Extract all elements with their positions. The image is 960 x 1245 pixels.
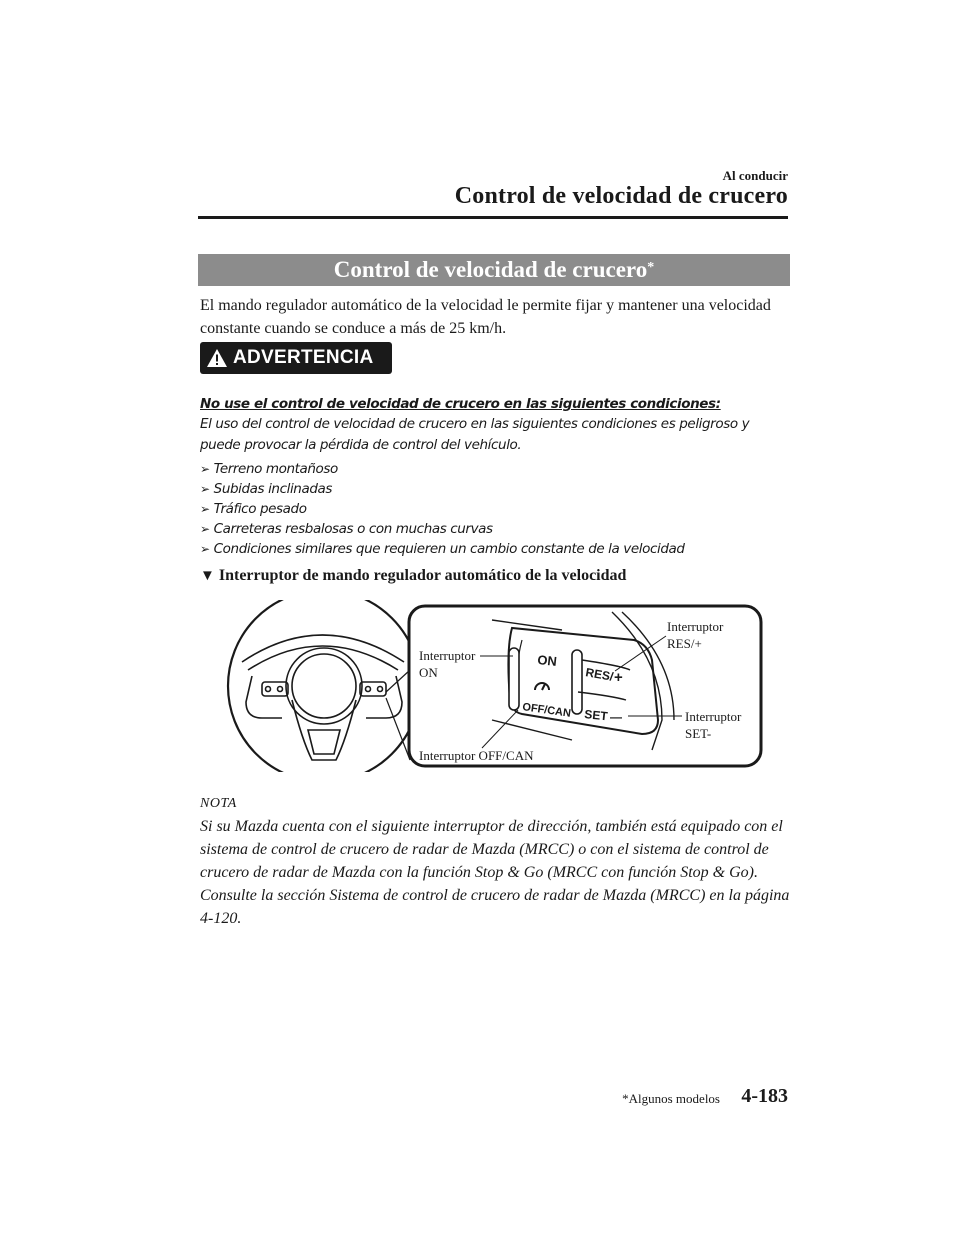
subsection-title: Interruptor de mando regulador automático de la velocidad <box>218 567 627 584</box>
set-button-text: SET <box>583 707 609 724</box>
note-label: NOTA <box>200 796 237 811</box>
cruise-switch-illustration <box>222 600 767 772</box>
section-title-band <box>198 254 790 286</box>
res-plus-text: + <box>614 669 623 686</box>
set-minus-text: — <box>610 710 622 724</box>
list-item: ➢ Carreteras resbalosas o con muchas curvas <box>200 519 790 539</box>
list-item: ➢ Tráfico pesado <box>200 499 790 519</box>
page-number: 4-183 <box>741 1085 788 1107</box>
callout-on-line1: Interruptor <box>419 648 476 663</box>
arrow-bullet-icon: ➢ <box>200 521 210 536</box>
section-title: Control de velocidad de crucero <box>333 257 648 282</box>
warning-heading: No use el control de velocidad de crucero en las siguientes condiciones: <box>200 396 721 412</box>
arrow-bullet-icon: ➢ <box>200 481 210 496</box>
offcan-button-text: OFF/CAN <box>521 701 572 720</box>
warning-conditions-list <box>200 459 790 559</box>
warning-body: El uso del control de velocidad de crucero en las siguientes condiciones es peligroso y puede provocar la pérdida de control del vehículo. <box>200 416 750 453</box>
warning-triangle-icon <box>206 348 228 368</box>
arrow-bullet-icon: ➢ <box>200 541 210 556</box>
callout-set-line1: Interruptor <box>685 709 742 724</box>
callout-res-line1: Interruptor <box>667 619 724 634</box>
header-rule <box>198 216 788 219</box>
list-item: ➢ Condiciones similares que requieren un cambio constante de la velocidad <box>200 539 790 559</box>
list-item: ➢ Terreno montañoso <box>200 459 790 479</box>
list-item: ➢ Subidas inclinadas <box>200 479 790 499</box>
callout-offcan: Interruptor OFF/CAN <box>419 748 534 763</box>
warning-label: ADVERTENCIA <box>233 347 374 368</box>
res-button-text: RES/ <box>584 665 615 684</box>
callout-set-line2: SET- <box>685 726 712 741</box>
arrow-bullet-icon: ➢ <box>200 501 210 516</box>
down-triangle-icon: ▼ <box>200 568 215 584</box>
callout-on-line2: ON <box>419 665 438 680</box>
note-body: Si su Mazda cuenta con el siguiente interruptor de dirección, también está equipado con el sistema de control de crucero de radar de Mazda (MRCC) o con el sistema de control de crucero de radar de Mazda con la función Stop & Go (MRCC con función Stop & Go). Consulte la sección Sistema de control de crucero de radar de Mazda (MRCC) en la página 4-120. <box>200 818 790 927</box>
arrow-bullet-icon: ➢ <box>200 461 210 476</box>
running-header-section: Control de velocidad de crucero <box>454 183 788 209</box>
some-models-marker: * <box>647 260 655 275</box>
on-button-text: ON <box>536 652 558 670</box>
intro-paragraph: El mando regulador automático de la velocidad le permite fijar y mantener una velocidad constante cuando se conduce a más de 25 km/h. <box>200 297 771 337</box>
warning-badge <box>200 342 392 374</box>
subsection-heading <box>200 567 626 585</box>
footer-some-models-note: *Algunos modelos <box>622 1091 720 1106</box>
running-header-chapter: Al conducir <box>722 168 788 183</box>
steering-wheel-drawing <box>228 600 420 772</box>
callout-res-line2: RES/+ <box>667 636 702 651</box>
